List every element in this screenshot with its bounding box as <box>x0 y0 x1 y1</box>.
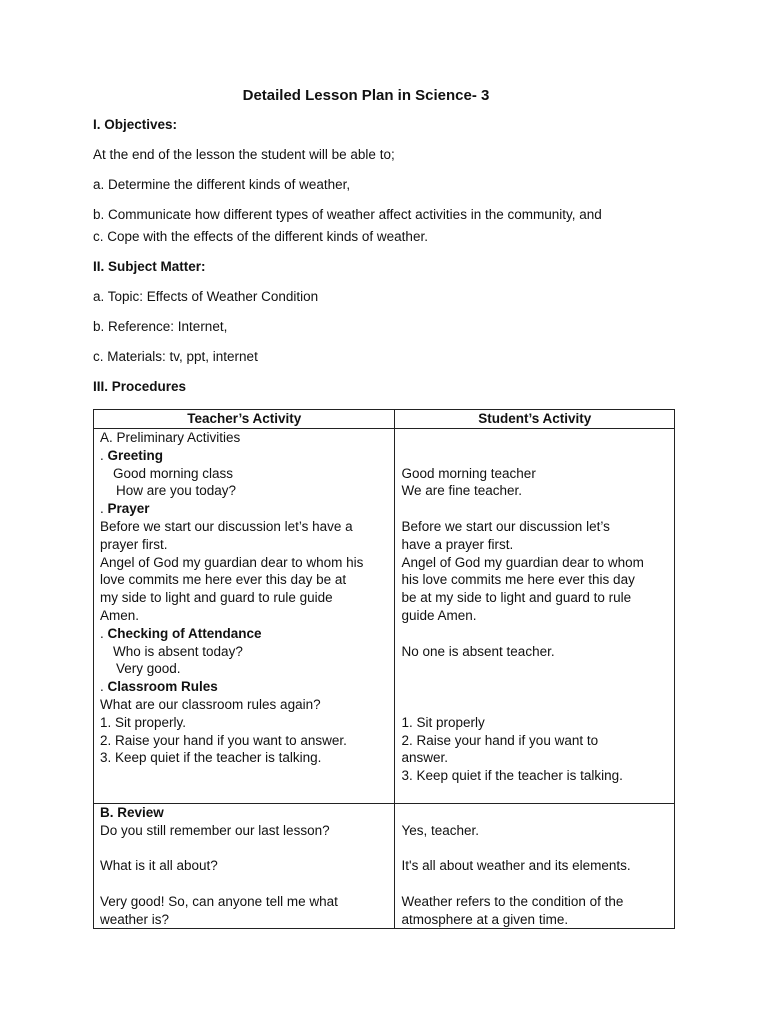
student-line: have a prayer first. <box>401 536 514 552</box>
subject-topic: a. Topic: Effects of Weather Condition <box>93 289 319 304</box>
teacher-line: Very good. <box>116 661 181 677</box>
preliminary-student-cell <box>395 429 675 804</box>
student-line: guide Amen. <box>401 607 477 623</box>
student-line: Good morning teacher <box>401 465 536 481</box>
student-line: be at my side to light and guard to rule <box>401 590 632 606</box>
subject-materials: c. Materials: tv, ppt, internet <box>93 349 258 364</box>
greeting-heading: . Greeting <box>100 447 164 463</box>
teacher-line: 2. Raise your hand if you want to answer. <box>100 732 347 748</box>
student-line: 1. Sit properly <box>401 714 485 730</box>
teacher-line: my side to light and guard to rule guide <box>100 590 333 606</box>
teacher-line: How are you today? <box>116 483 237 499</box>
table-header-row <box>94 410 675 429</box>
teacher-line: love commits me here ever this day be at <box>100 572 347 588</box>
teacher-line: weather is? <box>100 911 170 927</box>
student-line: We are fine teacher. <box>401 483 523 499</box>
student-line: 3. Keep quiet if the teacher is talking. <box>401 768 623 784</box>
teacher-line: 1. Sit properly. <box>100 714 187 730</box>
classroom-rules-heading: . Classroom Rules <box>100 679 218 695</box>
review-student-cell <box>395 803 675 929</box>
objective-c: c. Cope with the effects of the different kinds of weather. <box>93 229 428 244</box>
teacher-line: prayer first. <box>100 536 168 552</box>
student-line: Yes, teacher. <box>401 822 480 838</box>
teacher-line: Amen. <box>100 607 140 623</box>
subject-matter-heading: II. Subject Matter: <box>93 259 206 274</box>
objectives-heading: I. Objectives: <box>93 117 178 132</box>
prayer-heading: . Prayer <box>100 501 150 517</box>
preliminary-label: A. Preliminary Activities <box>100 430 241 445</box>
student-line: atmosphere at a given time. <box>401 911 569 927</box>
review-label: B. Review <box>100 804 164 820</box>
subject-reference: b. Reference: Internet, <box>93 319 228 334</box>
student-line: Before we start our discussion let’s <box>401 518 610 534</box>
teacher-line: Who is absent today? <box>113 643 243 659</box>
teacher-line: 3. Keep quiet if the teacher is talking. <box>100 750 322 766</box>
student-line: Weather refers to the condition of the <box>401 893 624 909</box>
teacher-line: Very good! So, can anyone tell me what <box>100 893 338 909</box>
attendance-heading: . Checking of Attendance <box>100 625 262 641</box>
objective-b: b. Communicate how different types of weather affect activities in the community, and <box>93 207 602 222</box>
procedures-heading: III. Procedures <box>93 379 187 394</box>
student-line: Angel of God my guardian dear to whom <box>401 554 644 570</box>
student-line: No one is absent teacher. <box>401 643 555 659</box>
teacher-line: Do you still remember our last lesson? <box>100 822 330 838</box>
teacher-line: Angel of God my guardian dear to whom his <box>100 554 364 570</box>
table-row <box>94 429 675 804</box>
procedures-table <box>93 409 675 929</box>
teacher-line: Before we start our discussion let’s have a <box>100 518 353 534</box>
review-teacher-cell <box>94 803 395 929</box>
student-line: 2. Raise your hand if you want to <box>401 732 599 748</box>
teacher-line: What is it all about? <box>100 858 218 874</box>
objectives-intro: At the end of the lesson the student will be able to; <box>93 147 395 162</box>
student-line: answer. <box>401 750 449 766</box>
table-row <box>94 803 675 929</box>
student-line: It's all about weather and its elements. <box>401 858 631 874</box>
teacher-activity-header: Teacher’s Activity <box>94 410 395 429</box>
student-line: his love commits me here ever this day <box>401 572 635 588</box>
teacher-line: Good morning class <box>113 465 234 481</box>
objective-a: a. Determine the different kinds of weather, <box>93 177 351 192</box>
student-activity-header: Student’s Activity <box>395 410 675 429</box>
preliminary-teacher-cell <box>94 429 395 804</box>
document-title: Detailed Lesson Plan in Science- 3 <box>242 87 490 104</box>
teacher-line: What are our classroom rules again? <box>100 696 321 712</box>
